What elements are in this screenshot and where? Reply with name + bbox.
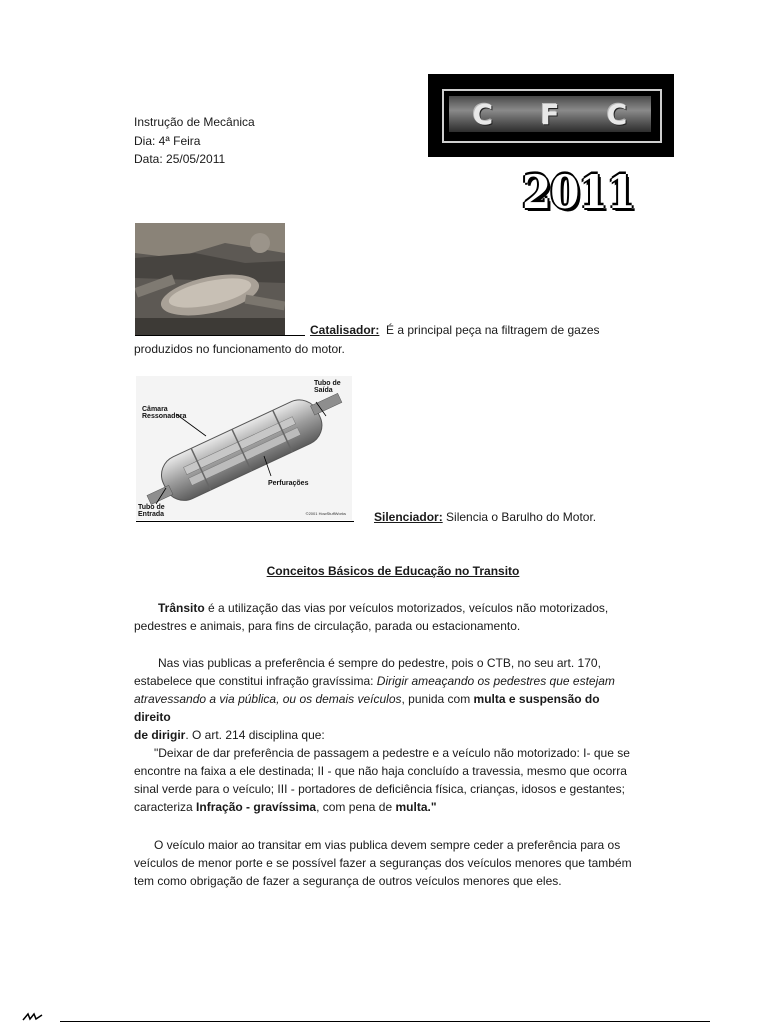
para2-line3b: , punida com <box>401 692 474 706</box>
paragraph-transito <box>134 599 634 635</box>
para1-line2: pedestres e animais, para fins de circulação, parada ou estacionamento. <box>134 619 521 633</box>
para2-line4bold: de dirigir <box>134 728 186 742</box>
catalisador-photo <box>135 223 285 335</box>
header-title: Instrução de Mecânica <box>134 115 255 129</box>
logo-letter-f: F <box>540 97 560 131</box>
logo-letter-c1: C <box>472 97 494 131</box>
silenciador-line <box>374 508 596 526</box>
footer-line <box>60 1021 710 1022</box>
para4-line1: O veículo maior ao transitar em vias publica devem sempre ceder a preferência para os <box>154 838 621 852</box>
para3-line4bold2: multa." <box>395 800 437 814</box>
transito-term: Trânsito <box>158 601 205 615</box>
section-title-wrap <box>0 562 768 580</box>
header-date: Data: 25/05/2011 <box>134 152 226 166</box>
para3-line3: sinal verde para o veículo; III - portadores de deficiência física, crianças, idosos e gestantes; <box>134 782 625 796</box>
header-day: Dia: 4ª Feira <box>134 133 201 148</box>
catalisador-line1 <box>310 321 600 339</box>
footer-mark <box>22 1012 44 1025</box>
logo-letter-c2: C <box>606 97 628 131</box>
para2-line3i: atravessando a via pública, ou os demais veículos <box>134 692 402 706</box>
silenciador-text: Silencia o Barulho do Motor. <box>446 510 597 524</box>
para3-line1: "Deixar de dar preferência de passagem a pedestre e a veículo não motorizado: I- que se <box>154 746 630 760</box>
para1-line1: é a utilização das vias por veículos motorizados, veículos não motorizados, <box>204 601 609 615</box>
catalisador-text: É a principal peça na filtragem de gazes <box>386 323 600 337</box>
cfc-logo <box>428 74 674 157</box>
silenciador-underline <box>136 521 354 522</box>
paragraph-art214 <box>134 744 654 816</box>
para3-line4a: caracteriza <box>134 800 197 814</box>
diagram-label-tubo-entrada: Tubo de Entrada <box>138 504 165 518</box>
diagram-label-camara: Câmara Ressonadora <box>142 406 187 420</box>
para4-line3: tem como obrigação de fazer a segurança de outros veículos menores que eles. <box>134 874 562 888</box>
paragraph-preferencia <box>134 654 634 744</box>
diagram-label-perfuracoes: Perfurações <box>268 480 309 487</box>
diagram-copyright: ©2001 HowStuffWorks <box>305 511 346 516</box>
para2-line2a: estabelece que constitui infração gravíssima: <box>134 674 377 688</box>
para2-line1: Nas vias publicas a preferência é sempre do pedestre, pois o CTB, no seu art. 170, <box>158 656 601 670</box>
para3-line4bold1: Infração - gravíssima <box>196 800 317 814</box>
para3-line4b: , com pena de <box>316 800 396 814</box>
diagram-label-tubo-saida: Tubo de Saída <box>314 380 341 394</box>
catalisador-line2: produzidos no funcionamento do motor. <box>134 342 345 356</box>
para2-line2i: Dirigir ameaçando os pedestres que estejam <box>376 674 615 688</box>
header-block <box>134 113 255 169</box>
para4-line2: veículos de menor porte e se possível fazer a seguranças dos veículos menores que também <box>134 856 632 870</box>
section-title: Conceitos Básicos de Educação no Transito <box>266 564 520 578</box>
para3-line2: encontre na faixa a ele destinada; II - que não haja concluído a travessia, mesmo que ocorra <box>134 764 627 778</box>
catalisador-underline <box>135 335 305 336</box>
silenciador-label: Silenciador: <box>374 510 443 524</box>
para2-line3bold: multa e suspensão do direito <box>134 692 600 724</box>
catalisador-label: Catalisador: <box>310 323 380 337</box>
logo-year: 2011 <box>522 165 635 219</box>
para2-line4rest: . O art. 214 disciplina que: <box>185 728 325 742</box>
paragraph-veiculo-maior <box>134 836 654 890</box>
silenciador-diagram <box>136 376 352 520</box>
